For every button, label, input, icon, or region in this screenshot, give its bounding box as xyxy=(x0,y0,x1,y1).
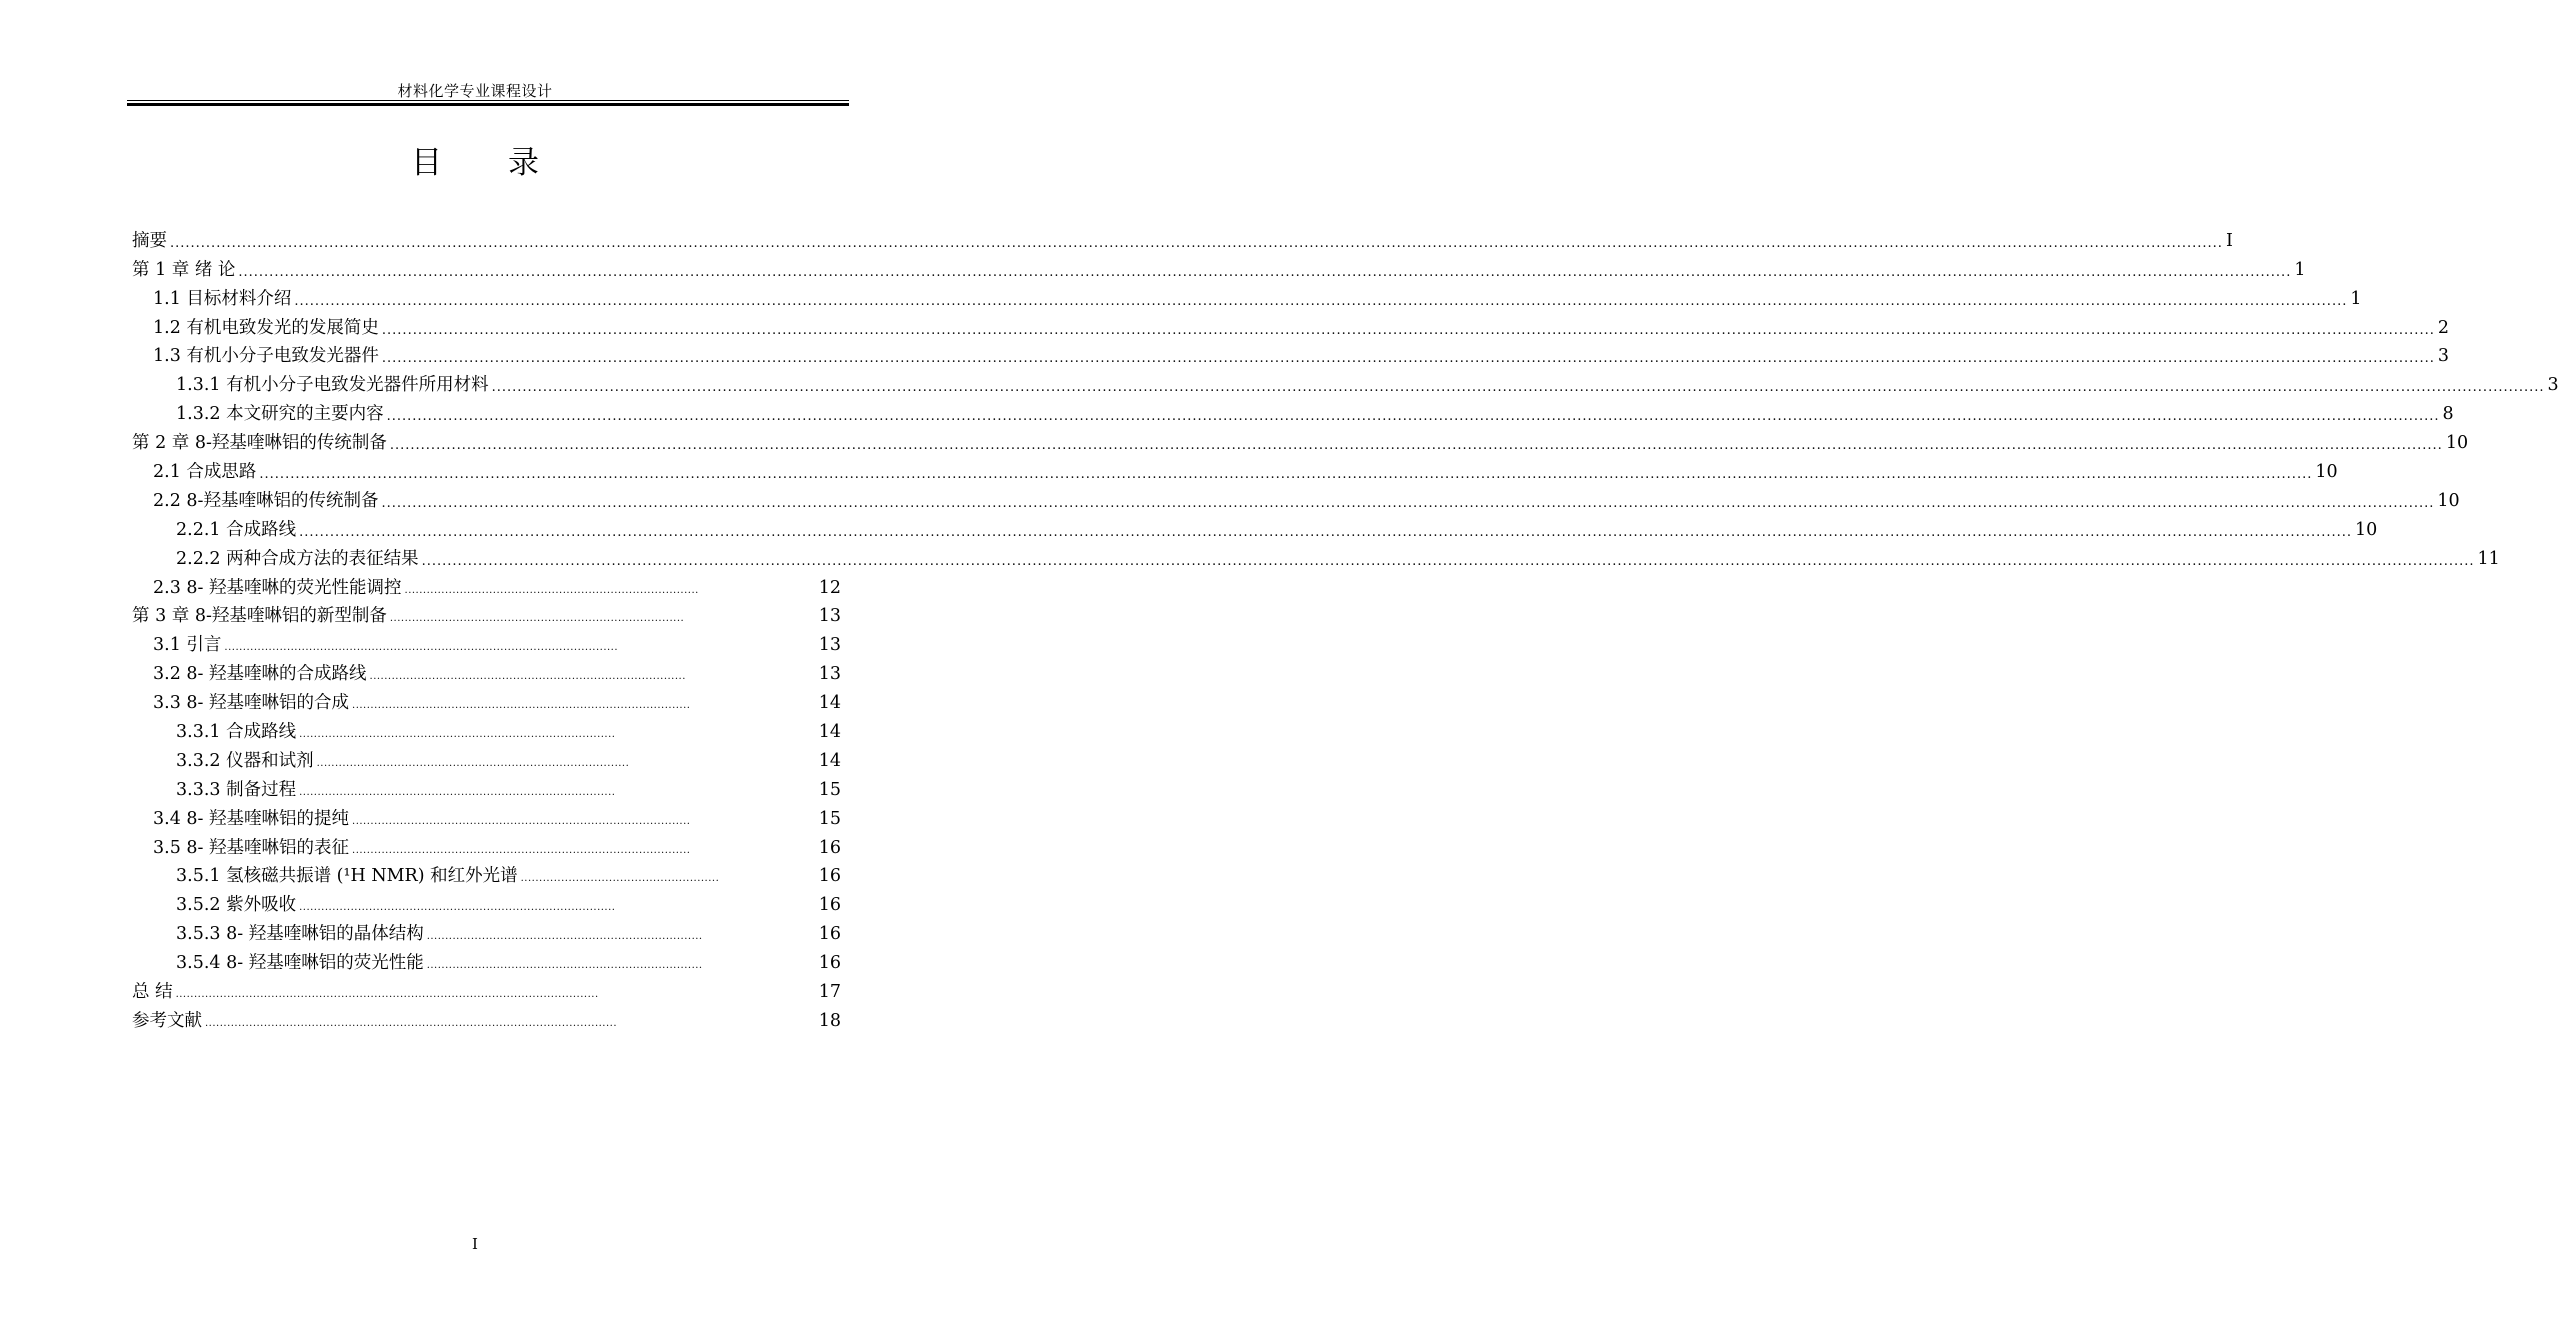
table-of-contents xyxy=(132,226,2559,1035)
toc-leader-dots: ........................................................................................................... xyxy=(224,642,619,654)
toc-entry-page: 16 xyxy=(818,837,841,858)
toc-entry-label: 3.3.3 制备过程 xyxy=(176,779,297,800)
toc-leader-dots: ................................................................................ xyxy=(389,613,685,625)
toc-entry-label: 3.3.1 合成路线 xyxy=(176,722,297,743)
toc-title-char-right: 录 xyxy=(508,145,539,181)
toc-entry-page: 10 xyxy=(2437,490,2460,511)
toc-entry[interactable] xyxy=(132,1006,841,1035)
toc-entry-label: 1.3.1 有机小分子电致发光器件所用材料 xyxy=(176,375,489,396)
toc-leader-dots: ................................................................................................................................................................................................................................................................................................................................................................................................................ xyxy=(238,264,2292,280)
toc-entry-label: 参考文献 xyxy=(132,1010,202,1031)
toc-entry[interactable] xyxy=(132,948,841,977)
toc-leader-dots: ................................................................................................................................................................................................................................................................................................................................................................................................................ xyxy=(389,438,2443,454)
toc-entry[interactable] xyxy=(132,515,2378,544)
toc-entry[interactable] xyxy=(132,573,841,602)
toc-entry[interactable] xyxy=(132,486,2460,515)
toc-entry[interactable] xyxy=(132,342,2449,371)
toc-leader-dots: ...................................................................................... xyxy=(299,786,616,798)
toc-entry-label: 第 3 章 8-羟基喹啉铝的新型制备 xyxy=(132,606,387,627)
toc-leader-dots: ................................................................................................................................................................................................................................................................................................................................................................................................................ xyxy=(491,380,2545,396)
toc-leader-dots: ............................................................................................ xyxy=(352,844,691,856)
toc-entry-page: 3 xyxy=(2547,375,2559,396)
toc-entry-page: 10 xyxy=(2445,433,2469,454)
toc-entry[interactable] xyxy=(132,919,841,948)
toc-entry[interactable] xyxy=(132,804,841,833)
toc-entry[interactable] xyxy=(132,544,2500,573)
toc-leader-dots: ...................................................................................... xyxy=(299,729,616,741)
toc-leader-dots: ................................................................................................................................................................................................................................................................................................................................................................................................................ xyxy=(294,293,2348,309)
toc-entry-label: 第 2 章 8-羟基喹啉铝的传统制备 xyxy=(132,433,387,454)
toc-entry-label: 3.3 8- 羟基喹啉铝的合成 xyxy=(153,693,350,714)
toc-leader-dots: ...................................................... xyxy=(520,873,720,885)
toc-entry-page: 10 xyxy=(2315,462,2338,483)
toc-entry[interactable] xyxy=(132,775,841,804)
toc-entry[interactable] xyxy=(132,717,841,746)
toc-entry-page: 15 xyxy=(818,779,841,800)
toc-entry-label: 2.1 合成思路 xyxy=(153,462,257,483)
toc-entry-page: I xyxy=(2225,230,2233,251)
toc-entry[interactable] xyxy=(132,428,2469,457)
running-header: 材料化学专业课程设计 xyxy=(397,82,553,100)
toc-entry-label: 2.3 8- 羟基喹啉的荧光性能调控 xyxy=(153,577,402,598)
toc-entry-label: 2.2.2 两种合成方法的表征结果 xyxy=(176,548,419,569)
toc-leader-dots: ................................................................................................................................................................................................................................................................................................................................................................................................................ xyxy=(421,553,2475,569)
toc-entry[interactable] xyxy=(132,284,2362,313)
toc-leader-dots: ................................................................................................................... xyxy=(175,989,599,1001)
toc-leader-dots: ................................................................................................................ xyxy=(205,1017,618,1029)
toc-leader-dots: ................................................................................................................................................................................................................................................................................................................................................................................................................ xyxy=(381,322,2435,338)
toc-entry-page: 13 xyxy=(818,635,841,656)
toc-entry-label: 3.1 引言 xyxy=(153,635,222,656)
toc-entry-label: 第 1 章 绪 论 xyxy=(132,259,236,280)
toc-entry[interactable] xyxy=(132,226,2233,255)
toc-leader-dots: ................................................................................................................................................................................................................................................................................................................................................................................................................ xyxy=(381,495,2435,511)
toc-entry-label: 2.2 8-羟基喹啉铝的传统制备 xyxy=(153,490,379,511)
toc-leader-dots: ................................................................................................................................................................................................................................................................................................................................................................................................................ xyxy=(386,409,2440,425)
toc-entry-page: 16 xyxy=(818,953,841,974)
toc-leader-dots: ................................................................................................................................................................................................................................................................................................................................................................................................................ xyxy=(381,351,2435,367)
toc-leader-dots: ................................................................................ xyxy=(404,584,699,596)
toc-entry-page: 3 xyxy=(2437,346,2449,367)
header-rule-thin xyxy=(127,100,849,101)
toc-leader-dots: ............................................................................................ xyxy=(352,700,691,712)
header-rule-thick xyxy=(127,103,849,106)
toc-entry-label: 3.3.2 仪器和试剂 xyxy=(176,750,314,771)
toc-entry-page: 13 xyxy=(818,664,841,685)
toc-entry[interactable] xyxy=(132,890,841,919)
toc-entry-label: 3.5 8- 羟基喹啉铝的表征 xyxy=(153,837,350,858)
toc-entry-label: 1.3 有机小分子电致发光器件 xyxy=(153,346,379,367)
toc-entry-label: 3.5.1 氢核磁共振谱 (¹H NMR) 和红外光谱 xyxy=(176,866,518,887)
toc-entry-page: 14 xyxy=(818,693,841,714)
toc-entry-page: 13 xyxy=(818,606,841,627)
toc-title-char-left: 目 xyxy=(411,145,442,181)
toc-entry[interactable] xyxy=(132,313,2449,342)
toc-entry[interactable] xyxy=(132,602,841,631)
toc-title xyxy=(0,140,950,186)
toc-entry[interactable] xyxy=(132,255,2306,284)
toc-entry-page: 16 xyxy=(818,924,841,945)
toc-entry[interactable] xyxy=(132,746,841,775)
toc-entry-label: 2.2.1 合成路线 xyxy=(176,519,297,540)
toc-leader-dots: ................................................................................................................................................................................................................................................................................................................................................................................................................ xyxy=(259,467,2313,483)
page-number: I xyxy=(472,1235,478,1253)
toc-entry-page: 1 xyxy=(2350,288,2362,309)
toc-entry-label: 3.5.2 紫外吸收 xyxy=(176,895,297,916)
toc-entry[interactable] xyxy=(132,688,841,717)
toc-leader-dots: ...................................................................................... xyxy=(369,671,686,683)
toc-leader-dots: ........................................................................... xyxy=(426,931,703,943)
toc-entry-label: 3.5.3 8- 羟基喹啉铝的晶体结构 xyxy=(176,924,424,945)
toc-entry-page: 14 xyxy=(818,750,841,771)
toc-entry-page: 15 xyxy=(818,808,841,829)
toc-entry-page: 11 xyxy=(2477,548,2500,569)
toc-entry[interactable] xyxy=(132,370,2559,399)
toc-entry[interactable] xyxy=(132,659,841,688)
toc-entry-page: 17 xyxy=(818,982,841,1003)
toc-leader-dots: ................................................................................................................................................................................................................................................................................................................................................................................................................ xyxy=(170,235,2223,251)
toc-entry-page: 8 xyxy=(2442,404,2454,425)
toc-leader-dots: ................................................................................................................................................................................................................................................................................................................................................................................................................ xyxy=(299,524,2353,540)
toc-entry-label: 1.3.2 本文研究的主要内容 xyxy=(176,404,384,425)
toc-entry-page: 1 xyxy=(2294,259,2306,280)
toc-entry-page: 14 xyxy=(818,722,841,743)
toc-entry-label: 1.2 有机电致发光的发展简史 xyxy=(153,317,379,338)
toc-entry-page: 10 xyxy=(2355,519,2378,540)
toc-entry[interactable] xyxy=(132,977,841,1006)
toc-entry-page: 2 xyxy=(2437,317,2449,338)
toc-entry-label: 摘要 xyxy=(132,230,167,251)
toc-entry-label: 总 结 xyxy=(132,982,173,1003)
toc-entry-page: 12 xyxy=(818,577,841,598)
toc-entry-page: 18 xyxy=(818,1010,841,1031)
toc-entry[interactable] xyxy=(132,833,841,862)
toc-leader-dots: ..................................................................................... xyxy=(316,757,630,769)
toc-entry[interactable] xyxy=(132,630,841,659)
toc-entry-page: 16 xyxy=(818,866,841,887)
toc-leader-dots: ............................................................................................ xyxy=(352,815,691,827)
toc-entry[interactable] xyxy=(132,457,2338,486)
toc-leader-dots: ...................................................................................... xyxy=(299,902,616,914)
toc-entry-label: 3.5.4 8- 羟基喹啉铝的荧光性能 xyxy=(176,953,424,974)
toc-entry-label: 3.4 8- 羟基喹啉铝的提纯 xyxy=(153,808,350,829)
toc-entry-label: 3.2 8- 羟基喹啉的合成路线 xyxy=(153,664,367,685)
toc-entry[interactable] xyxy=(132,862,841,891)
toc-entry-page: 16 xyxy=(818,895,841,916)
toc-entry[interactable] xyxy=(132,399,2454,428)
toc-entry-label: 1.1 目标材料介绍 xyxy=(153,288,292,309)
toc-leader-dots: ........................................................................... xyxy=(426,960,703,972)
